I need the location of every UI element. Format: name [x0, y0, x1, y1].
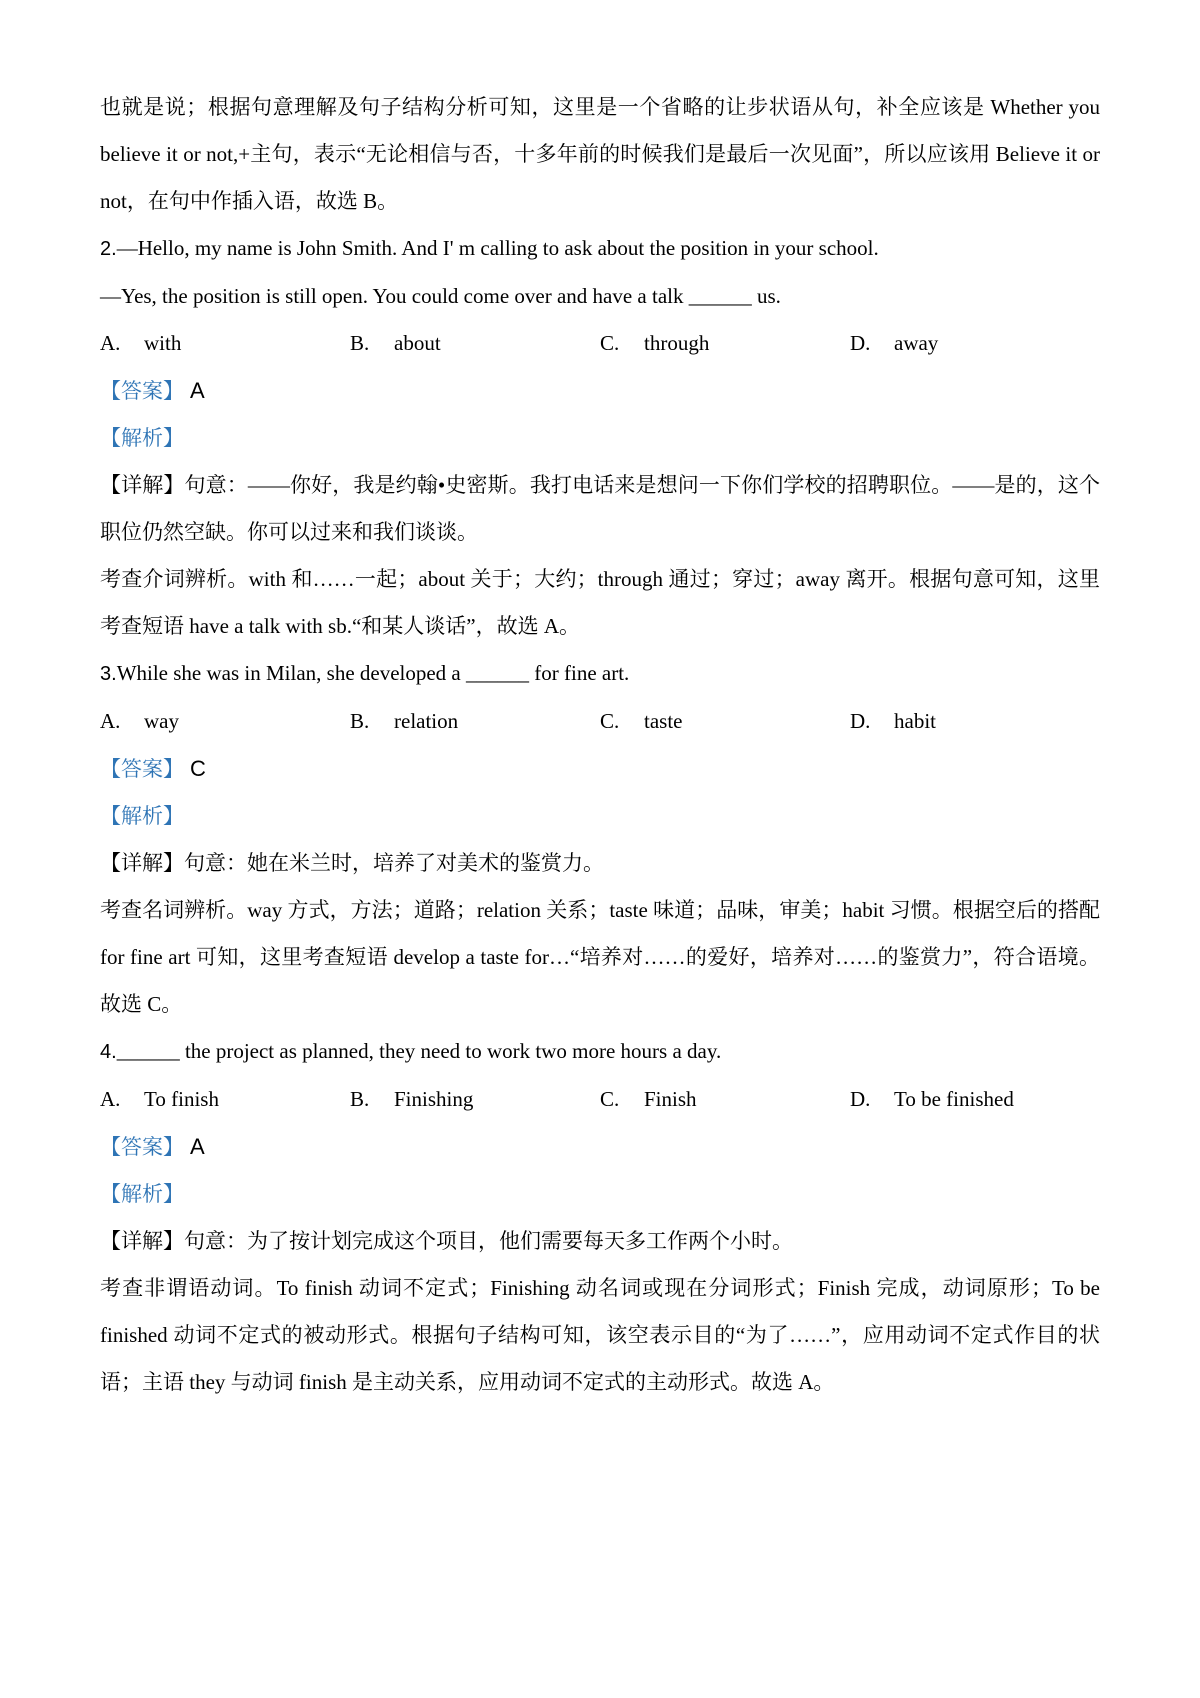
q3-stem-line1 [100, 650, 1100, 698]
q4-option-d-text: To be finished [894, 1087, 1014, 1111]
q3-option-d-letter: D. [850, 709, 871, 733]
q4-option-c [600, 1076, 850, 1123]
q2-stem1-text: —Hello, my name is John Smith. And I' m calling to ask about the position in your school. [116, 236, 879, 260]
q2-option-d [850, 320, 1100, 367]
q4-answer-value: A [190, 1134, 205, 1159]
q2-option-b-text: about [394, 331, 441, 355]
q2-detail-paragraph: 【详解】句意：——你好，我是约翰•史密斯。我打电话来是想问一下你们学校的招聘职位。——是的，这个职位仍然空缺。你可以过来和我们谈谈。 [100, 473, 1100, 544]
q2-option-c-letter: C. [600, 331, 620, 355]
q4-stem1-text: ______ the project as planned, they need to work two more hours a day. [116, 1039, 722, 1063]
q2-analysis-line [100, 415, 1100, 462]
q3-option-d-text: habit [894, 709, 936, 733]
q3-detail-paragraph: 【详解】句意：她在米兰时，培养了对美术的鉴赏力。 [100, 851, 604, 875]
q2-option-c-text: through [644, 331, 710, 355]
q2-analysis-label: 【解析】 [100, 426, 184, 450]
q4-option-a-letter: A. [100, 1087, 121, 1111]
q4-options-row [100, 1076, 1100, 1123]
q2-number: 2. [100, 238, 117, 260]
q2-option-b [350, 320, 600, 367]
q4-option-c-text: Finish [644, 1087, 697, 1111]
q2-option-d-letter: D. [850, 331, 871, 355]
q2-stem-line1 [100, 225, 1100, 273]
q3-number: 3. [100, 663, 117, 685]
q2-option-c [600, 320, 850, 367]
q3-options-row [100, 698, 1100, 745]
q4-option-d-letter: D. [850, 1087, 871, 1111]
q4-number: 4. [100, 1041, 117, 1063]
q4-option-b [350, 1076, 600, 1123]
q3-option-c [600, 698, 850, 745]
q2-options-row [100, 320, 1100, 367]
q3-option-b-text: relation [394, 709, 459, 733]
q4-option-a [100, 1076, 350, 1123]
q4-option-b-letter: B. [350, 1087, 370, 1111]
q3-option-c-letter: C. [600, 709, 620, 733]
q2-option-a-text: with [144, 331, 182, 355]
q1-explanation-tail: 也就是说；根据句意理解及句子结构分析可知，这里是一个省略的让步状语从句，补全应该是 Whether you believe it or not,+主句，表示“无论相信与否，十多年前的时候我们是最后一次见面”，所以应该用 Believe it or not，在句中作插入语，故选 B。 [100, 95, 1106, 213]
q4-analysis-label: 【解析】 [100, 1182, 184, 1206]
q4-detail-paragraph: 【详解】句意：为了按计划完成这个项目，他们需要每天多工作两个小时。 [100, 1229, 793, 1253]
q4-answer-label: 【答案】 [100, 1135, 184, 1159]
q2-option-a-letter: A. [100, 331, 121, 355]
q3-option-d [850, 698, 1100, 745]
q3-stem1-text: While she was in Milan, she developed a ______ for fine art. [116, 661, 630, 685]
q2-option-a [100, 320, 350, 367]
q3-option-c-text: taste [644, 709, 683, 733]
q2-option-d-text: away [894, 331, 939, 355]
q2-answer-line [100, 367, 1100, 415]
q3-answer-value: C [190, 756, 206, 781]
q2-answer-label: 【答案】 [100, 379, 184, 403]
q2-note-paragraph: 考查介词辨析。with 和……一起；about 关于；大约；through 通过；穿过；away 离开。根据句意可知，这里考查短语 have a talk with sb.“和某人谈话”，故选 A。 [100, 567, 1100, 638]
q2-answer-value: A [190, 378, 205, 403]
q3-analysis-label: 【解析】 [100, 804, 184, 828]
q2-option-b-letter: B. [350, 331, 370, 355]
q3-answer-line [100, 745, 1100, 793]
q3-analysis-line [100, 793, 1100, 840]
q4-option-d [850, 1076, 1100, 1123]
q4-option-c-letter: C. [600, 1087, 620, 1111]
q4-answer-line [100, 1123, 1100, 1171]
q3-option-a-letter: A. [100, 709, 121, 733]
q3-option-a [100, 698, 350, 745]
q4-analysis-line [100, 1171, 1100, 1218]
q3-option-b-letter: B. [350, 709, 370, 733]
q4-option-a-text: To finish [144, 1087, 219, 1111]
q3-option-b [350, 698, 600, 745]
q4-option-b-text: Finishing [394, 1087, 474, 1111]
q3-note-paragraph: 考查名词辨析。way 方式，方法；道路；relation 关系；taste 味道；品味，审美；habit 习惯。根据空后的搭配 for fine art 可知，这里考查短语 develop a taste for…“培养对……的爱好，培养对……的鉴赏力”，符合语境。故选 C。 [100, 898, 1106, 1016]
q3-option-a-text: way [144, 709, 179, 733]
q4-stem-line1 [100, 1028, 1100, 1076]
q4-note-paragraph: 考查非谓语动词。To finish 动词不定式；Finishing 动名词或现在分词形式；Finish 完成，动词原形；To be finished 动词不定式的被动形式。根据句子结构可知，该空表示目的“为了……”，应用动词不定式作目的状语；主语 they 与动词 finish 是主动关系，应用动词不定式的主动形式。故选 A。 [100, 1276, 1106, 1394]
q3-answer-label: 【答案】 [100, 757, 184, 781]
q2-stem-line2: —Yes, the position is still open. You could come over and have a talk ______ us. [100, 284, 781, 308]
